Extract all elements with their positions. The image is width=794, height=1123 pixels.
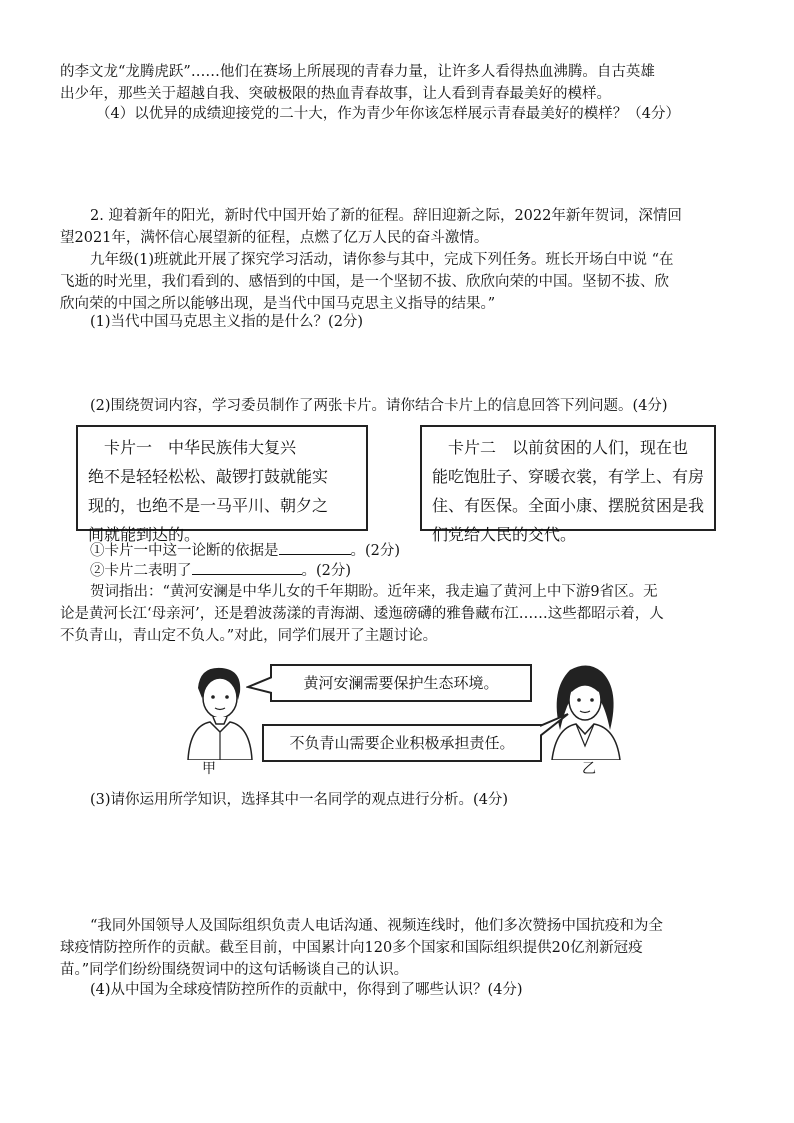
paragraph-line: 的李文龙“龙腾虎跃”……他们在赛场上所展现的青春力量，让许多人看得热血沸腾。自古英雄	[60, 64, 655, 80]
greeting-quote-line: 不负青山，青山定不负人。”对此，同学们展开了主题讨论。	[60, 628, 438, 644]
card-two-line: 们党给人民的交代。	[432, 525, 577, 544]
quote-line: 球疫情防控所作的贡献。截至目前，中国累计向120多个国家和国际组织提供20亿剂新冠疫	[60, 940, 643, 956]
blank-question-2	[90, 560, 770, 581]
q2-sub1-prompt: (1)当代中国马克思主义指的是什么？(2分)	[90, 314, 364, 330]
card-one	[76, 425, 368, 544]
q2-intro-line: 2. 迎着新年的阳光，新时代中国开始了新的征程。辞旧迎新之际，2022年新年贺词，深情回	[90, 208, 682, 224]
answer-blank-1[interactable]	[279, 540, 351, 555]
q2-paragraph-line: 欣向荣的中国之所以能够出现，是当代中国马克思主义指导的结果。”	[60, 296, 496, 312]
greeting-quote-line: 贺词指出：“黄河安澜是中华儿女的千年期盼。近年来，我走遍了黄河上中下游9省区。无	[90, 584, 658, 600]
q2-paragraph-line: 飞逝的时光里，我们看到的、感悟到的中国，是一个坚韧不拔、欣欣向荣的中国。坚韧不拔、欣	[60, 274, 669, 290]
student-a-label: 甲	[202, 761, 216, 777]
card-two-line: 卡片二 以前贫困的人们，现在也	[432, 438, 689, 457]
speech-bubble-a: 黄河安澜需要保护生态环境。	[270, 664, 532, 702]
q2-sub2-prompt: (2)围绕贺词内容，学习委员制作了两张卡片。请你结合卡片上的信息回答下列问题。(4分)	[90, 398, 668, 414]
card-one-line: 间就能到达的。	[88, 525, 201, 544]
card-two	[420, 425, 716, 544]
speech-bubble-b-tail	[540, 712, 570, 738]
q2-intro-line: 望2021年，满怀信心展望新的征程，点燃了亿万人民的奋斗激情。	[60, 230, 489, 246]
q2-sub3-prompt: (3)请你运用所学知识，选择其中一名同学的观点进行分析。(4分)	[90, 792, 509, 808]
quote-line: 苗。”同学们纷纷围绕贺词中的这句话畅谈自己的认识。	[60, 962, 409, 978]
blank-question-2-text: ②卡片二表明了	[90, 563, 192, 579]
greeting-quote-line: 论是黄河长江‘母亲河’，还是碧波荡漾的青海湖、逶迤磅礴的雅鲁藏布江……这些都昭示着，人	[60, 606, 664, 622]
speech-bubble-a-tail	[246, 675, 272, 695]
card-two-line: 住、有医保。全面小康、摆脱贫困是我	[432, 496, 705, 515]
paragraph-line: 出少年，那些关于超越自我、突破极限的热血青春故事，让人看到青春最美好的模样。	[60, 86, 611, 102]
speech-bubble-b: 不负青山需要企业积极承担责任。	[262, 724, 542, 762]
blank-question-1	[90, 540, 770, 561]
student-b-illustration	[540, 660, 630, 760]
blank-question-1-text: ①卡片一中这一论断的依据是	[90, 543, 279, 559]
card-one-line: 现的，也绝不是一马平川、朝夕之	[88, 496, 329, 515]
card-one-line: 卡片一 中华民族伟大复兴	[88, 438, 297, 457]
card-two-line: 能吃饱肚子、穿暖衣裳，有学上、有房	[432, 467, 705, 486]
student-b-label: 乙	[582, 761, 596, 777]
quote-line: “我同外国领导人及国际组织负责人电话沟通、视频连线时，他们多次赞扬中国抗疫和为全	[90, 918, 663, 934]
card-one-line: 绝不是轻轻松松、敲锣打鼓就能实	[88, 467, 329, 486]
question-4-prompt: （4）以优异的成绩迎接党的二十大，作为青少年你该怎样展示青春最美好的模样？（4分）	[96, 106, 680, 122]
q2-sub4-prompt: (4)从中国为全球疫情防控所作的贡献中，你得到了哪些认识？(4分)	[90, 982, 523, 998]
answer-blank-2[interactable]	[192, 560, 302, 575]
blank-question-2-score: 。(2分)	[301, 563, 352, 579]
blank-question-1-score: 。(2分)	[350, 543, 401, 559]
q2-paragraph-line: 九年级(1)班就此开展了探究学习活动，请你参与其中，完成下列任务。班长开场白中说 “在	[90, 252, 674, 268]
